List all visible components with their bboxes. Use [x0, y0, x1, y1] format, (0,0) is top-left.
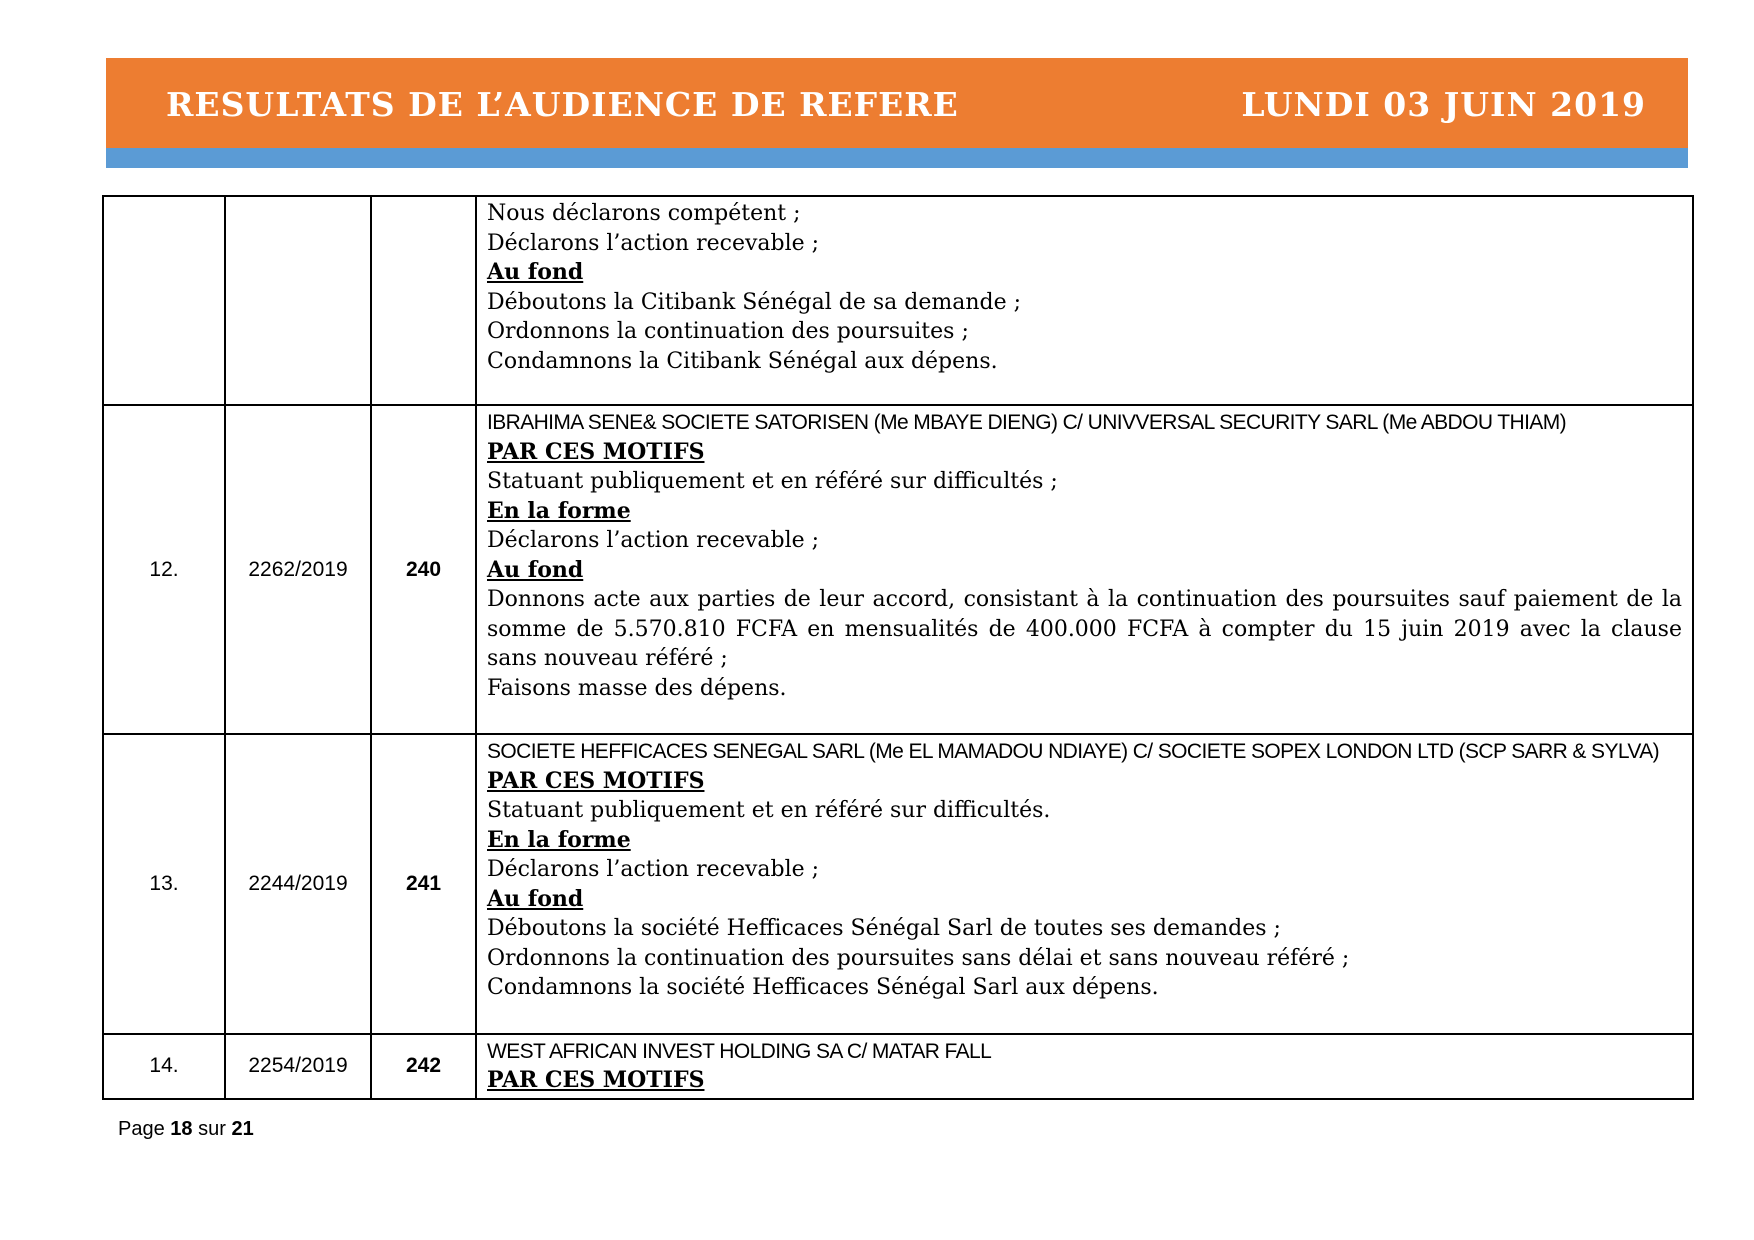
case-reference: 2262/2019: [225, 405, 371, 734]
decision-line: Faisons masse des dépens.: [487, 675, 787, 701]
section-heading: PAR CES MOTIFS: [487, 1067, 705, 1093]
decision-line: Déclarons l’action recevable ;: [487, 528, 820, 553]
hearing-date: LUNDI 03 JUIN 2019: [1241, 85, 1646, 124]
decision-line: Condamnons la Citibank Sénégal aux dépens.: [487, 348, 998, 374]
decision-line: Statuant publiquement et en référé sur difficultés.: [487, 798, 1051, 823]
case-number: 12.: [103, 405, 225, 734]
table-row: [103, 405, 1693, 734]
decision-text: [476, 196, 1693, 405]
decision-line: Ordonnons la continuation des poursuites ;: [487, 319, 969, 344]
table-row: [103, 1034, 1693, 1099]
case-reference: 2244/2019: [225, 734, 371, 1034]
section-heading: PAR CES MOTIFS: [487, 438, 705, 465]
of-label: sur: [198, 1118, 226, 1140]
document-title: RESULTATS DE L’AUDIENCE DE REFERE: [166, 85, 959, 124]
case-number: [103, 196, 225, 405]
section-heading: En la forme: [487, 826, 631, 853]
page-footer: [118, 1118, 254, 1141]
decision-line: Nous déclarons compétent ;: [487, 201, 801, 226]
order-number: 242: [371, 1034, 476, 1099]
parties-line: SOCIETE HEFFICACES SENEGAL SARL (Me EL MAMADOU NDIAYE) C/ SOCIETE SOPEX LONDON LTD (SCP SARR & SYLVA): [487, 740, 1660, 763]
decision-line: Donnons acte aux parties de leur accord, consistant à la continuation des poursuites sauf paiement de la somme de 5.570.810 FCFA en mensualités de 400.000 FCFA à compter du 15 juin 2019 avec la clause sans nouveau référé ;: [487, 587, 1682, 671]
section-heading: PAR CES MOTIFS: [487, 767, 705, 794]
order-number: 241: [371, 734, 476, 1034]
case-reference: 2254/2019: [225, 1034, 371, 1099]
decision-line: Statuant publiquement et en référé sur difficultés ;: [487, 469, 1058, 494]
page-label: Page: [118, 1118, 165, 1140]
section-heading: Au fond: [487, 556, 584, 583]
decision-line: Déboutons la société Hefficaces Sénégal Sarl de toutes ses demandes ;: [487, 916, 1281, 941]
case-number: 13.: [103, 734, 225, 1034]
parties-line: IBRAHIMA SENE& SOCIETE SATORISEN (Me MBAYE DIENG) C/ UNIVVERSAL SECURITY SARL (Me ABDOU THIAM): [487, 411, 1566, 434]
section-heading: En la forme: [487, 497, 631, 524]
decision-text: [476, 405, 1693, 734]
order-number: [371, 196, 476, 405]
order-number: 240: [371, 405, 476, 734]
page-total: 21: [231, 1118, 254, 1140]
decision-line: Ordonnons la continuation des poursuites sans délai et sans nouveau référé ;: [487, 945, 1350, 971]
decision-line: Déboutons la Citibank Sénégal de sa demande ;: [487, 289, 1022, 315]
section-heading: Au fond: [487, 259, 584, 285]
table-row: [103, 734, 1693, 1034]
parties-line: WEST AFRICAN INVEST HOLDING SA C/ MATAR FALL: [487, 1039, 992, 1063]
case-number: 14.: [103, 1034, 225, 1099]
decision-line: Condamnons la société Hefficaces Sénégal Sarl aux dépens.: [487, 975, 1159, 1000]
decision-line: Déclarons l’action recevable ;: [487, 230, 820, 256]
page-number: 18: [170, 1118, 193, 1140]
results-table: [102, 195, 1694, 1100]
decision-text: [476, 734, 1693, 1034]
case-reference: [225, 196, 371, 405]
decision-line: Déclarons l’action recevable ;: [487, 857, 820, 882]
decision-text: [476, 1034, 1693, 1099]
section-heading: Au fond: [487, 885, 584, 912]
table-row: [103, 196, 1693, 405]
header-stripe: [106, 148, 1688, 168]
